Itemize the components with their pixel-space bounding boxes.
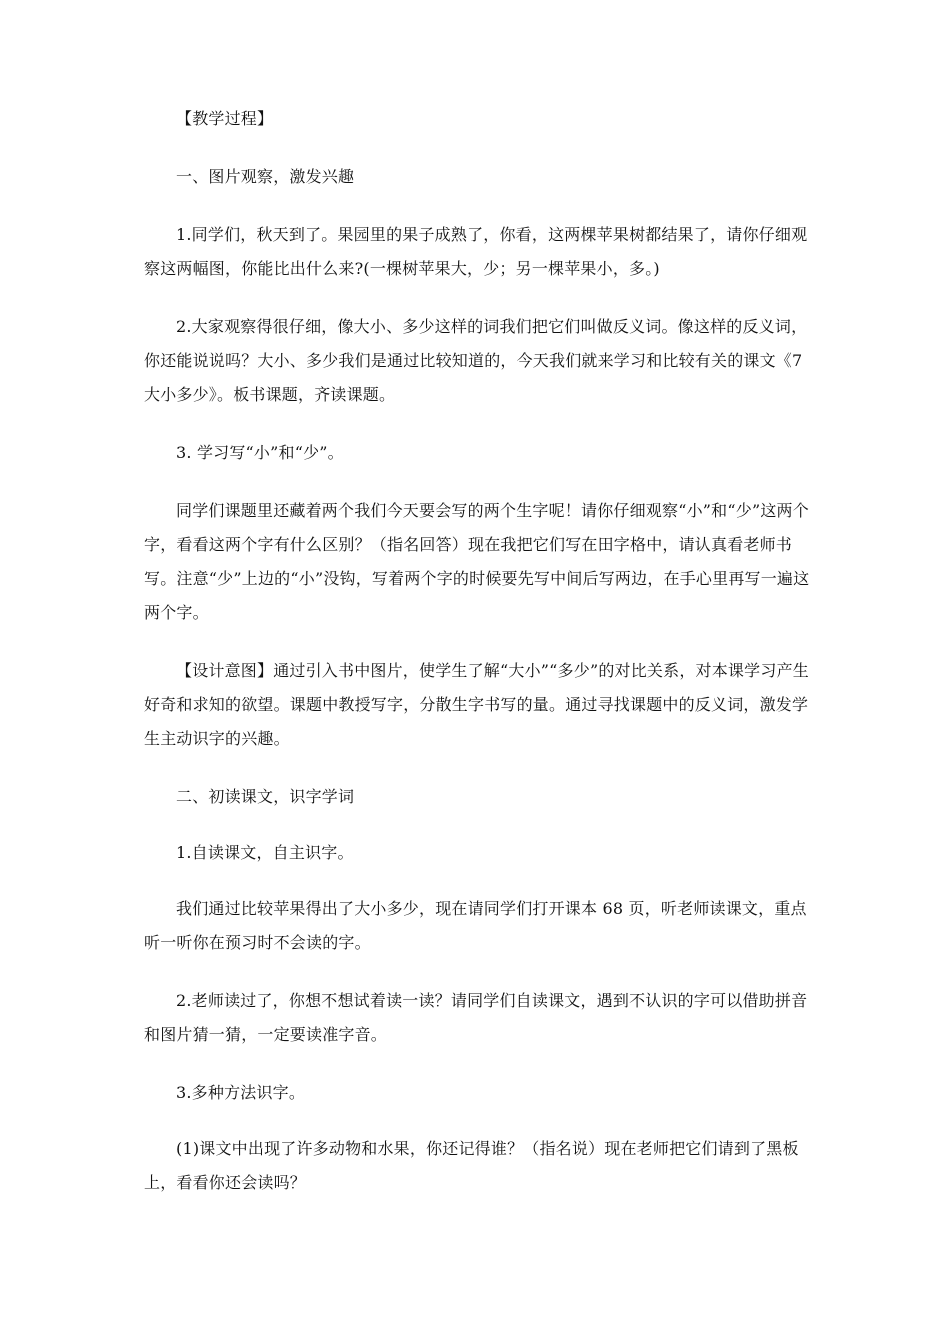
section-title-2: 二、初读课文，识字学词 (176, 787, 355, 806)
paragraph-2-1: 我们通过比较苹果得出了大小多少，现在请同学们打开课本 68 页，听老师读课文，重点听一听你在预习时不会读的字。 (144, 899, 807, 952)
document-body (144, 102, 820, 1224)
paragraph-2-2: 2.老师读过了，你想不想试着读一读？请同学们自读课文，遇到不认识的字可以借助拼音和图片猜一猜，一定要读准字音。 (144, 991, 808, 1044)
paragraph-2-3-1: (1)课文中出现了许多动物和水果，你还记得谁？（指名说）现在老师把它们请到了黑板上，看看你还会读吗？ (144, 1139, 799, 1192)
paragraph-3: 同学们课题里还藏着两个我们今天要会写的两个生字呢！请你仔细观察“小”和“少”这两个字，看看这两个字有什么区别？（指名回答）现在我把它们写在田字格中，请认真看老师书写。注意“少”上边的“小”没钩，写着两个字的时候要先写中间后写两边，在手心里再写一遍这两个字。 (144, 501, 810, 622)
section-title-1: 一、图片观察，激发兴趣 (176, 167, 355, 186)
subheading-2-1: 1.自读课文，自主识字。 (176, 843, 354, 862)
subheading-3: 3. 学习写“小”和“少”。 (176, 443, 344, 462)
paragraph-1: 1.同学们，秋天到了。果园里的果子成熟了，你看，这两棵苹果树都结果了，请你仔细观察这两幅图，你能比出什么来?(一棵树苹果大，少；另一棵苹果小，多。) (144, 225, 808, 278)
paragraph-2: 2.大家观察得很仔细，像大小、多少这样的词我们把它们叫做反义词。像这样的反义词，你还能说说吗？大小、多少我们是通过比较知道的，今天我们就来学习和比较有关的课文《7 大小多少》。板书课题，齐读课题。 (144, 317, 808, 404)
design-note: 【设计意图】通过引入书中图片，使学生了解“大小”“多少”的对比关系，对本课学习产生好奇和求知的欲望。课题中教授写字，分散生字书写的量。通过寻找课题中的反义词，激发学生主动识字的兴趣。 (144, 661, 809, 748)
section-heading: 【教学过程】 (176, 109, 274, 128)
subheading-2-3: 3.多种方法识字。 (176, 1083, 306, 1102)
